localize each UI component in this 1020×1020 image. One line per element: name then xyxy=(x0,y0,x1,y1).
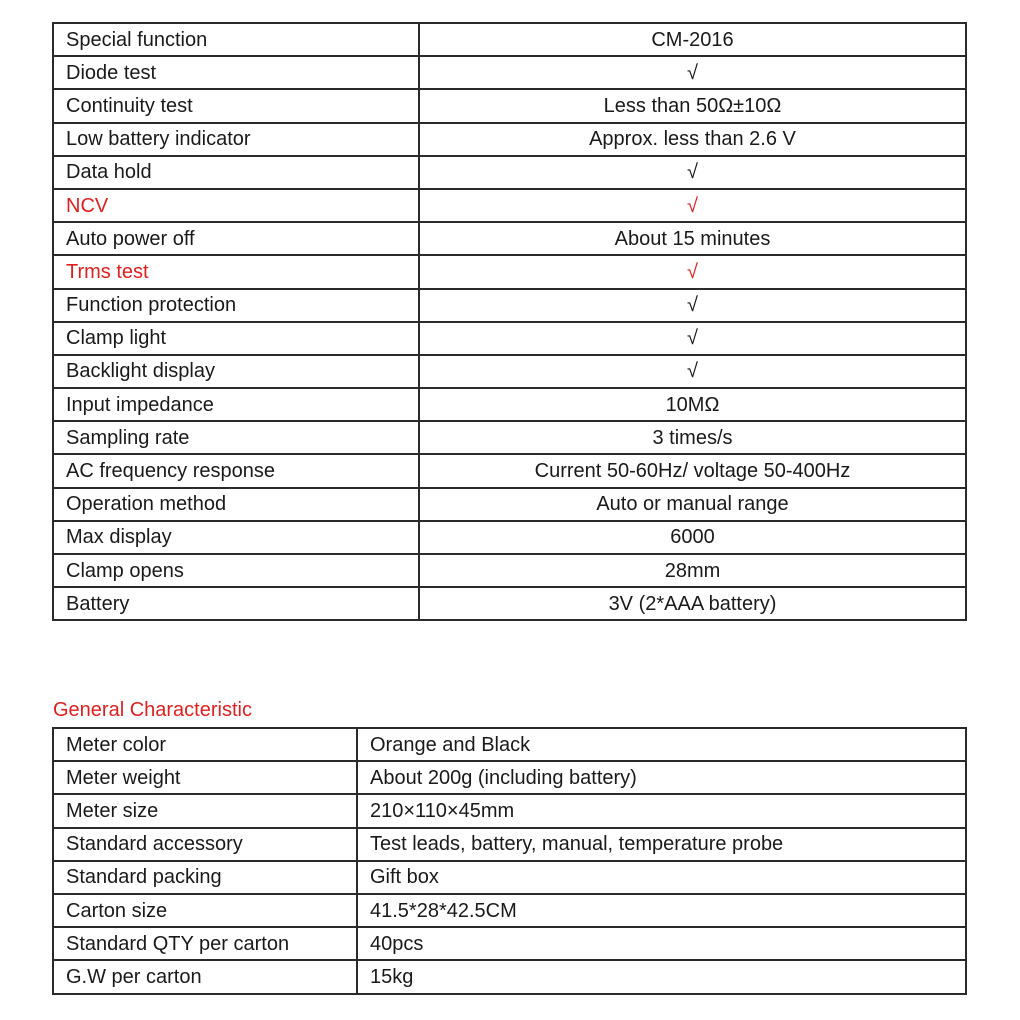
general-label-cell: Standard QTY per carton xyxy=(53,927,357,960)
spec-value-cell: Auto or manual range xyxy=(419,488,966,521)
spec-label-cell: Clamp opens xyxy=(53,554,419,587)
general-value-cell: Orange and Black xyxy=(357,728,966,761)
spec-label-cell: Diode test xyxy=(53,56,419,89)
general-characteristic-table-body xyxy=(53,728,966,994)
table-row xyxy=(53,861,966,894)
table-row xyxy=(53,728,966,761)
general-label-cell: Meter size xyxy=(53,794,357,827)
table-row xyxy=(53,927,966,960)
table-row xyxy=(53,89,966,122)
table-row xyxy=(53,255,966,288)
spec-value-cell: 6000 xyxy=(419,521,966,554)
table-row xyxy=(53,322,966,355)
table-header-row xyxy=(53,23,966,56)
spec-value-cell: Current 50-60Hz/ voltage 50-400Hz xyxy=(419,454,966,487)
spec-label-cell: Battery xyxy=(53,587,419,620)
spec-label-cell: Auto power off xyxy=(53,222,419,255)
table-row xyxy=(53,421,966,454)
general-label-cell: Meter color xyxy=(53,728,357,761)
general-label-cell: Meter weight xyxy=(53,761,357,794)
general-characteristic-title: General Characteristic xyxy=(53,699,252,721)
general-value-cell: 15kg xyxy=(357,960,966,993)
table-row xyxy=(53,189,966,222)
table-row xyxy=(53,554,966,587)
general-value-cell: About 200g (including battery) xyxy=(357,761,966,794)
general-label-cell: G.W per carton xyxy=(53,960,357,993)
spec-value-cell: 3 times/s xyxy=(419,421,966,454)
spec-value-cell: Less than 50Ω±10Ω xyxy=(419,89,966,122)
spec-value-cell: 10MΩ xyxy=(419,388,966,421)
table-row xyxy=(53,454,966,487)
spec-value-cell: √ xyxy=(419,156,966,189)
general-value-cell: 210×110×45mm xyxy=(357,794,966,827)
spec-label-cell: Input impedance xyxy=(53,388,419,421)
table-row xyxy=(53,794,966,827)
spec-label-cell: Low battery indicator xyxy=(53,123,419,156)
spec-label-cell: Clamp light xyxy=(53,322,419,355)
spec-label-cell: Operation method xyxy=(53,488,419,521)
table-row xyxy=(53,123,966,156)
spec-value-cell: √ xyxy=(419,189,966,222)
general-value-cell: Test leads, battery, manual, temperature probe xyxy=(357,828,966,861)
table-row xyxy=(53,828,966,861)
spec-label-cell: AC frequency response xyxy=(53,454,419,487)
table-row xyxy=(53,56,966,89)
spec-value-cell: 28mm xyxy=(419,554,966,587)
spec-value-cell: √ xyxy=(419,322,966,355)
spec-label-cell: Function protection xyxy=(53,289,419,322)
spec-label-cell: Data hold xyxy=(53,156,419,189)
spec-label-cell: Max display xyxy=(53,521,419,554)
spec-value-cell: Approx. less than 2.6 V xyxy=(419,123,966,156)
general-value-cell: 40pcs xyxy=(357,927,966,960)
table-row xyxy=(53,521,966,554)
table-row xyxy=(53,894,966,927)
spec-label-cell: Continuity test xyxy=(53,89,419,122)
spec-value-cell: √ xyxy=(419,289,966,322)
header-label-cell: Special function xyxy=(53,23,419,56)
spec-value-cell: √ xyxy=(419,255,966,288)
model-number-cell: CM-2016 xyxy=(419,23,966,56)
general-characteristic-table xyxy=(52,727,967,995)
general-value-cell: Gift box xyxy=(357,861,966,894)
spec-label-cell: Backlight display xyxy=(53,355,419,388)
spec-value-cell: 3V (2*AAA battery) xyxy=(419,587,966,620)
spec-value-cell: √ xyxy=(419,56,966,89)
general-label-cell: Standard accessory xyxy=(53,828,357,861)
table-row xyxy=(53,289,966,322)
table-row xyxy=(53,355,966,388)
spec-label-cell: Sampling rate xyxy=(53,421,419,454)
special-function-table xyxy=(52,22,967,621)
table-row xyxy=(53,761,966,794)
spec-label-cell: Trms test xyxy=(53,255,419,288)
general-label-cell: Standard packing xyxy=(53,861,357,894)
table-row xyxy=(53,587,966,620)
table-row xyxy=(53,156,966,189)
general-value-cell: 41.5*28*42.5CM xyxy=(357,894,966,927)
spec-label-cell: NCV xyxy=(53,189,419,222)
spec-value-cell: √ xyxy=(419,355,966,388)
general-label-cell: Carton size xyxy=(53,894,357,927)
table-row xyxy=(53,488,966,521)
table-row xyxy=(53,388,966,421)
spec-value-cell: About 15 minutes xyxy=(419,222,966,255)
table-row xyxy=(53,960,966,993)
table-row xyxy=(53,222,966,255)
special-function-table-body xyxy=(53,23,966,620)
